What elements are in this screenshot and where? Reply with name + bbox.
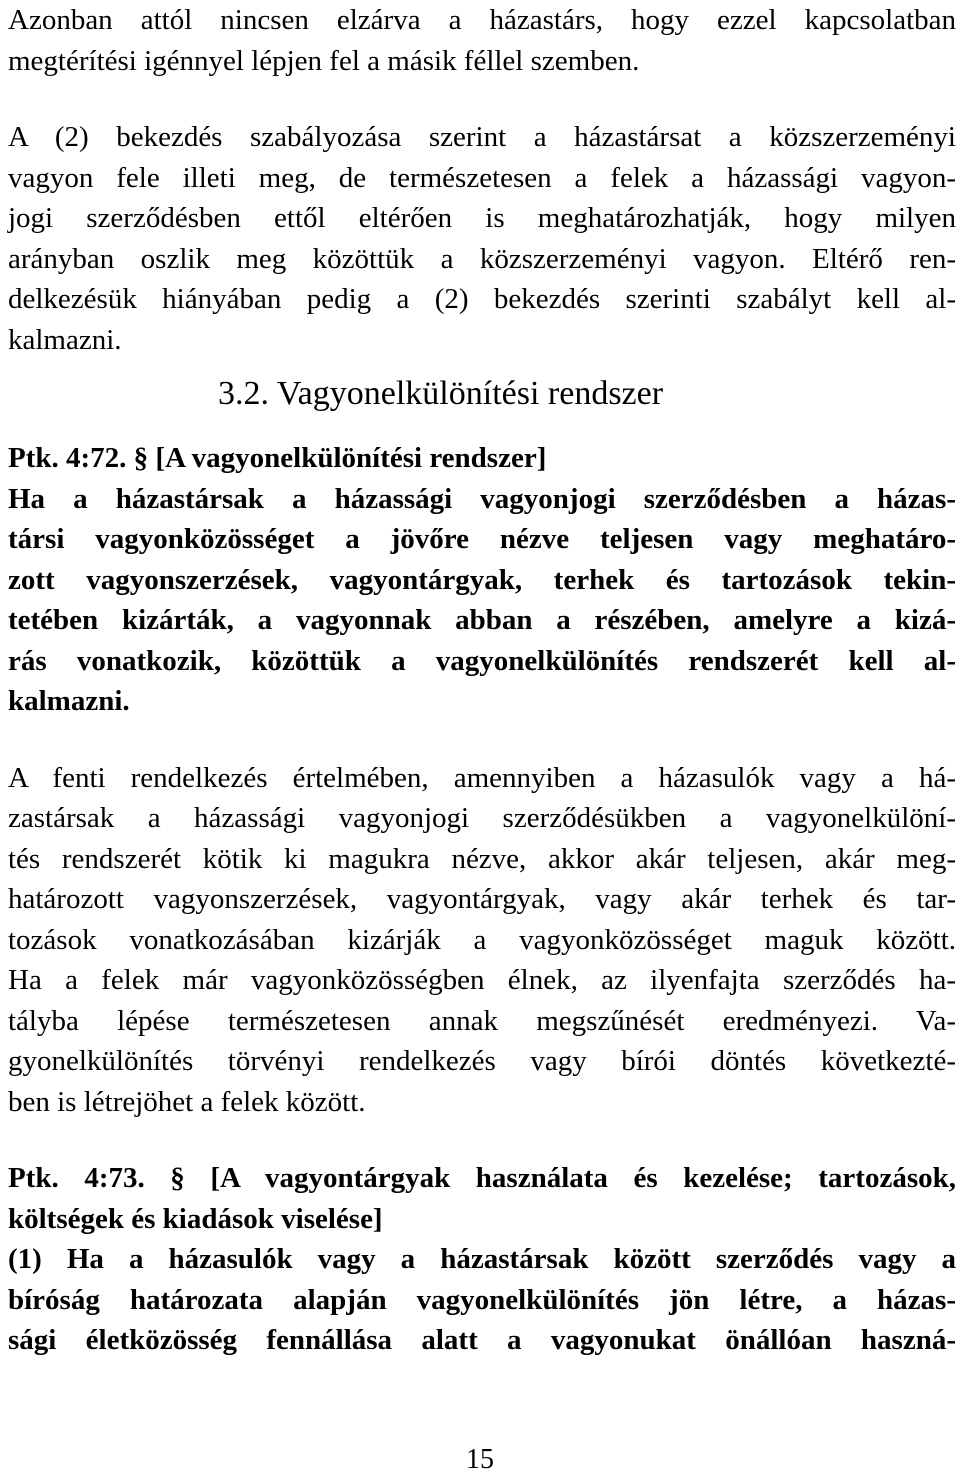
paragraph-spacer	[8, 1122, 956, 1158]
statute-title: Ptk. 4:72. § [A vagyonelkülönítési rendszer]	[8, 442, 547, 474]
text-line: rás vonatkozik, közöttük a vagyonelkülönítés rendszerét kell al-	[8, 644, 956, 677]
text-line: sági életközösség fennállása alatt a vagyonukat önállóan haszná-	[8, 1324, 956, 1356]
text-line: zastársak a házassági vagyonjogi szerződésükben a vagyonelkülöní-	[8, 802, 956, 834]
text-line: zott vagyonszerzések, vagyontárgyak, terhek és tartozások tekin-	[8, 563, 956, 596]
text-line: A (2) bekezdés szabályozása szerint a házastársat a közszerzeményi	[8, 121, 956, 153]
paragraph-spacer	[8, 81, 956, 117]
statute-title: költségek és kiadások viselése]	[8, 1202, 383, 1235]
text-line: arányban oszlik meg közöttük a közszerzeményi vagyon. Eltérő ren-	[8, 242, 956, 275]
paragraph-share-rule	[8, 117, 956, 360]
text-line: tályba lépése természetesen annak megszűnését eredményezi. Va-	[8, 1004, 956, 1037]
text-line: A fenti rendelkezés értelmében, amennyiben a házasulók vagy a há-	[8, 761, 956, 794]
text-line: jogi szerződésben ettől eltérően is meghatározhatják, hogy milyen	[8, 202, 956, 234]
text-line: bíróság határozata alapján vagyonelkülönítés jön létre, a házas-	[8, 1283, 956, 1316]
text-line: Ha a felek már vagyonközösségben élnek, az ilyenfajta szerződés ha-	[8, 964, 956, 996]
paragraph-spacer	[8, 722, 956, 758]
paragraph-separation-explained	[8, 758, 956, 1123]
text-line: tés rendszerét kötik ki magukra nézve, akkor akár teljesen, akár meg-	[8, 842, 956, 875]
text-line: társi vagyonközösséget a jövőre nézve teljesen vagy meghatáro-	[8, 523, 956, 555]
text-line: megtérítési igénnyel lépjen fel a másik féllel szemben.	[8, 44, 640, 77]
text-line: delkezésük hiányában pedig a (2) bekezdés szerinti szabályt kell al-	[8, 283, 956, 315]
statute-ptk-4-73	[8, 1158, 956, 1361]
statute-ptk-4-72	[8, 438, 956, 722]
text-line: gyonelkülönítés törvényi rendelkezés vagy bírói döntés következté-	[8, 1045, 956, 1077]
section-heading: 3.2. Vagyonelkülönítési rendszer	[218, 375, 664, 412]
page-number: 15	[466, 1444, 494, 1475]
text-line: Azonban attól nincsen elzárva a házastárs, hogy ezzel kapcsolatban	[8, 4, 956, 36]
text-line: ben is létrejöhet a felek között.	[8, 1085, 366, 1118]
text-line: Ha a házastársak a házassági vagyonjogi szerződésben a házas-	[8, 482, 956, 515]
text-line: tozások vonatkozásában kizárják a vagyonközösséget maguk között.	[8, 923, 956, 956]
text-line: kalmazni.	[8, 323, 122, 356]
text-line: kalmazni.	[8, 685, 130, 717]
statute-title: Ptk. 4:73. § [A vagyontárgyak használata és kezelése; tartozások,	[8, 1162, 956, 1194]
paragraph-claim	[8, 0, 956, 81]
text-line: (1) Ha a házasulók vagy a házastársak között szerződés vagy a	[8, 1243, 956, 1275]
document-page	[8, 0, 956, 1361]
text-line: vagyon fele illeti meg, de természetesen a felek a házassági vagyon-	[8, 161, 956, 194]
text-line: tetében kizárták, a vagyonnak abban a részében, amelyre a kizá-	[8, 604, 956, 636]
text-line: határozott vagyonszerzések, vagyontárgyak, vagy akár terhek és tar-	[8, 883, 956, 915]
